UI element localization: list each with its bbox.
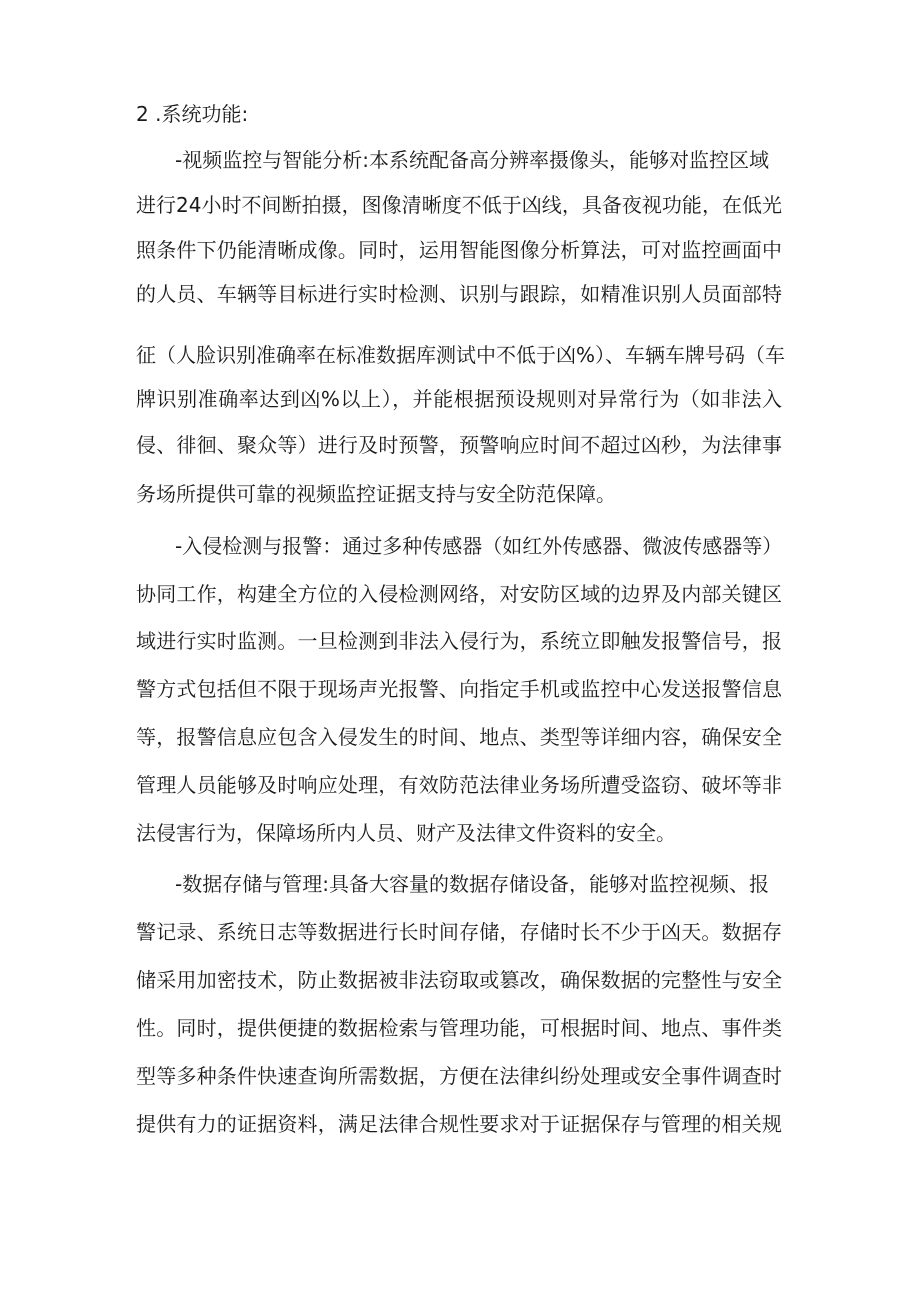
paragraph-line: -数据存储与管理:具备大容量的数据存储设备，能够对监控视频、报 xyxy=(175,872,769,896)
paragraph-line: 征（人脸识别准确率在标准数据库测试中不低于凶%）、车辆车牌号码（车 xyxy=(136,343,786,367)
paragraph-line: -入侵检测与报警：通过多种传感器（如红外传感器、微波传感器等） xyxy=(175,534,783,558)
paragraph-line: 储采用加密技术，防止数据被非法窃取或篡改，确保数据的完整性与安全 xyxy=(136,968,782,992)
paragraph-line: 照条件下仍能清晰成像。同时，运用智能图像分析算法，可对监控画面中 xyxy=(136,238,782,262)
paragraph-line: 的人员、车辆等目标进行实时检测、识别与跟踪，如精准识别人员面部特 xyxy=(136,282,782,306)
paragraph-line: 警方式包括但不限于现场声光报警、向指定手机或监控中心发送报警信息 xyxy=(136,677,782,701)
paragraph-line: 协同工作，构建全方位的入侵检测网络，对安防区域的边界及内部关键区 xyxy=(136,582,782,606)
paragraph-line: -视频监控与智能分析:本系统配备高分辨率摄像头，能够对监控区域 xyxy=(175,148,769,172)
section-heading: 2 .系统功能: xyxy=(136,102,249,126)
paragraph-line: 牌识别准确率达到凶%以上），并能根据预设规则对异常行为（如非法入 xyxy=(136,387,782,411)
paragraph-line: 管理人员能够及时响应处理，有效防范法律业务场所遭受盗窃、破坏等非 xyxy=(136,773,782,797)
paragraph-line: 性。同时，提供便捷的数据检索与管理功能，可根据时间、地点、事件类 xyxy=(136,1016,782,1040)
paragraph-line: 等，报警信息应包含入侵发生的时间、地点、类型等详细内容，确保安全 xyxy=(136,725,782,749)
paragraph-line: 型等多种条件快速查询所需数据，方便在法律纠纷处理或安全事件调查时 xyxy=(136,1064,782,1088)
paragraph-line: 域进行实时监测。一旦检测到非法入侵行为，系统立即触发报警信号，报 xyxy=(136,629,782,653)
paragraph-line: 务场所提供可靠的视频监控证据支持与安全防范保障。 xyxy=(136,482,616,506)
paragraph-line: 警记录、系统日志等数据进行长时间存储，存储时长不少于凶天。数据存 xyxy=(136,920,782,944)
paragraph-line: 进行24小时不间断拍摄，图像清晰度不低于凶线，具备夜视功能，在低光 xyxy=(136,193,782,217)
paragraph-line: 法侵害行为，保障场所内人员、财产及法律文件资料的安全。 xyxy=(136,821,676,845)
paragraph-line: 提供有力的证据资料，满足法律合规性要求对于证据保存与管理的相关规 xyxy=(136,1112,782,1136)
paragraph-line: 侵、徘徊、聚众等）进行及时预警，预警响应时间不超过凶秒，为法律事 xyxy=(136,433,782,457)
